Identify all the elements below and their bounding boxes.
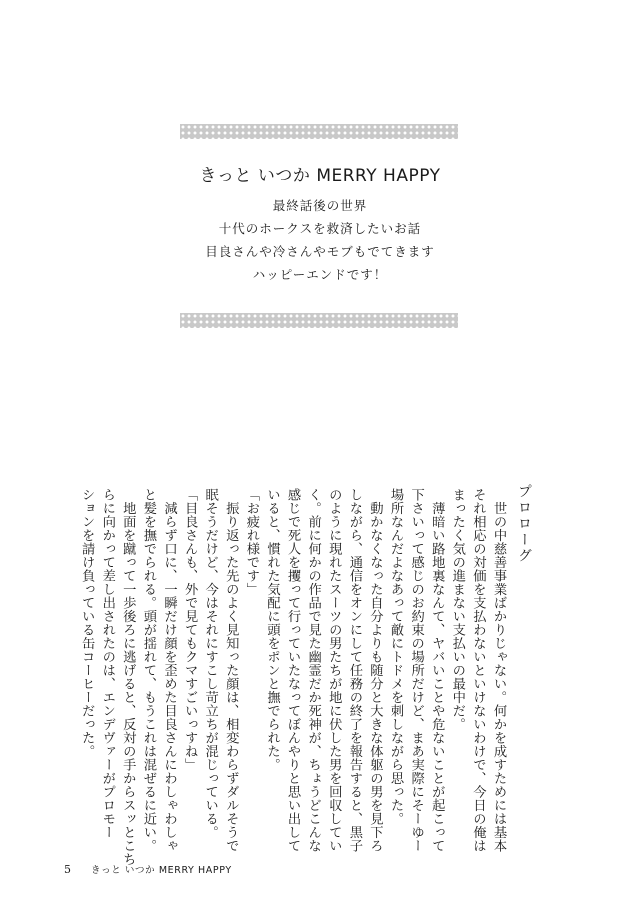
summary-line: 最終話後の世界 — [272, 198, 368, 213]
text-column: 「目良さんも、外で見てもクマすごいっすね」 — [182, 488, 198, 772]
summary-line: 十代のホークスを救済したいお話 — [218, 221, 422, 236]
text-column: 眠そうだけど、今はそれにすこし苛立ちが混じっている。 — [202, 488, 218, 839]
text-column: 下さいって感じのお約束の場所だけど、まあ実際にそーゆー — [408, 488, 424, 853]
running-title: きっと いつか MERRY HAPPY — [91, 865, 232, 876]
story-summary — [120, 194, 520, 286]
text-column: 動かなくなった自分よりも随分と大きな体躯の男を見下ろ — [367, 488, 383, 853]
text-column: いると、慣れた気配に頭をポンと撫でられた。 — [264, 488, 280, 772]
text-column: 減らず口に、一瞬だけ顔を歪めた目良さんにわしゃわしゃ — [161, 488, 177, 853]
text-column: しながら、通信をオンにして任務の終了を報告すると、黒子 — [346, 488, 362, 853]
text-column: 世の中慈善事業ばかりじゃない。何かを成すためには基本 — [491, 488, 506, 853]
text-column: 振り返った先のよく見知った顔は、相変わらずダルそうで — [223, 488, 239, 853]
text-column: それ相応の対価を支払わないといけないわけで、今日の俺は — [470, 488, 486, 853]
text-column: 「お疲れ様です」 — [243, 488, 259, 596]
decorative-tape-bottom — [180, 313, 458, 328]
text-column: と髪を撫でられる。頭が揺れて、もうこれは混ぜるに近い。 — [140, 488, 156, 853]
text-column: のように現れたスーツの男たちが地に伏した男を回収してい — [326, 488, 342, 853]
summary-line: 目良さんや冷さんやモブもでてきます — [205, 244, 435, 259]
body-text — [76, 488, 508, 866]
text-column: 感じで死人を攫って行っていたなってぼんやりと思い出して — [285, 488, 301, 853]
chapter-heading: プロローグ — [516, 484, 532, 564]
page-title: きっと いつか MERRY HAPPY — [199, 166, 441, 186]
text-column: ションを請け負っている缶コーヒーだった。 — [79, 488, 95, 758]
text-column: 地面を蹴って一歩後ろに逃げると、反対の手からスッとこち — [120, 488, 136, 866]
page-footer — [64, 862, 232, 876]
text-column: 薄暗い路地裏なんて、ヤバいことや危ないことが起こって — [429, 488, 445, 853]
text-column: く。前に何かの作品で見た幽霊だか死神が、ちょうどこんな — [305, 488, 321, 853]
decorative-tape-top — [180, 124, 458, 139]
text-column: 場所なんだよなあって敵にトドメを刺しながら思った。 — [388, 488, 404, 826]
text-column: らに向かって差し出されたのは、エンデヴァーがプロモー — [99, 488, 115, 839]
summary-line: ハッピーエンドです！ — [252, 267, 388, 282]
text-column: まったく気の進まない支払いの最中だ。 — [449, 488, 465, 731]
page-number: 5 — [64, 863, 71, 876]
